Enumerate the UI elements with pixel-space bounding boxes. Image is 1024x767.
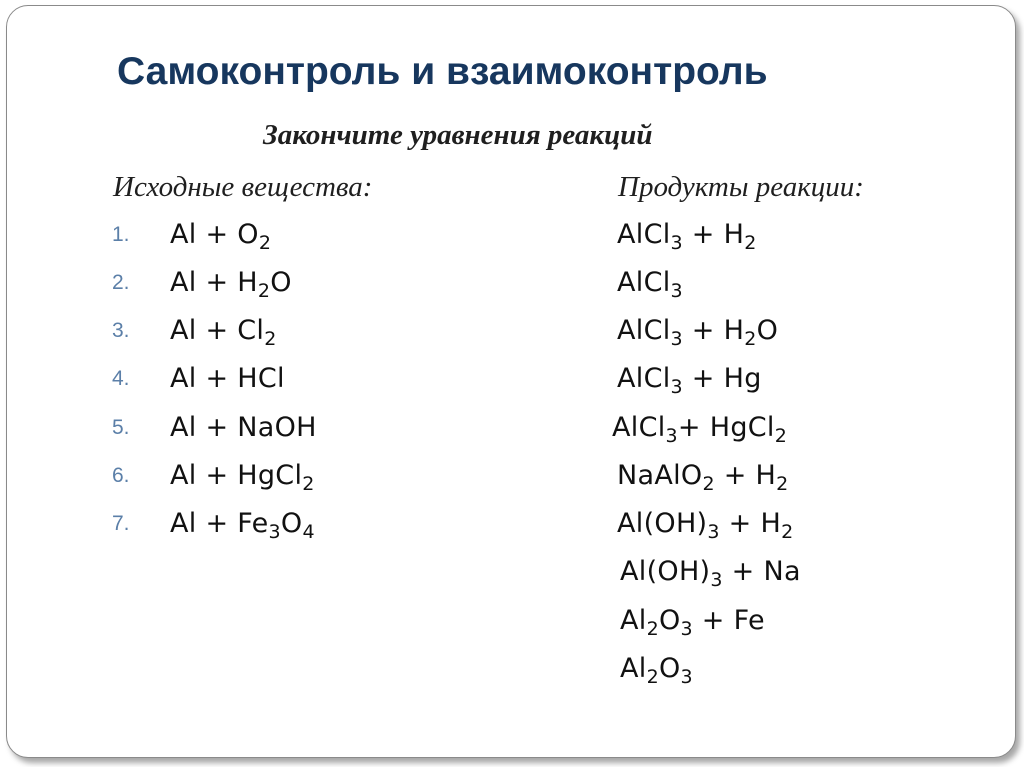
- subscript: 2: [646, 666, 659, 688]
- subscript: 3: [665, 425, 678, 447]
- product-formula: $Al(OH)_3 + H_2$: [617, 508, 794, 543]
- product-formula: AlCl$_3$ + Hg: [617, 363, 762, 398]
- product-formula: AlCl$_3$ + $H_2$: [617, 219, 757, 254]
- list-number: 7.: [112, 512, 130, 535]
- list-number: 3.: [112, 319, 130, 342]
- product-formula: AlCl$_3$ + $H_2O$: [617, 315, 779, 350]
- subscript: 2: [774, 425, 788, 447]
- subscript: 2: [258, 232, 272, 254]
- subscript: 2: [264, 328, 277, 350]
- list-number: 1.: [112, 223, 130, 246]
- reactant-formula: $Al + Cl_2$: [170, 315, 277, 350]
- subscript: 3: [680, 618, 693, 640]
- list-number: 5.: [112, 416, 130, 439]
- subscript: 2: [646, 618, 659, 640]
- subscript: 2: [302, 473, 315, 495]
- subscript: 2: [702, 473, 715, 495]
- reactant-formula: $Al + H_2O$: [170, 267, 292, 302]
- product-formula: $Al_2O_3$: [620, 653, 693, 688]
- subscript: 2: [781, 521, 794, 543]
- reactant-formula: $Al + O_2$: [170, 219, 272, 254]
- product-formula: NaAlO$_2$ + $H_2$: [617, 460, 789, 495]
- subscript: 4: [302, 521, 315, 543]
- list-number: 2.: [112, 271, 130, 294]
- product-formula: $Al(OH)_3 + Na$: [620, 556, 801, 591]
- products-header: Продукты реакции:: [618, 171, 864, 203]
- reactant-formula: Al + HCl: [170, 363, 285, 394]
- product-formula: AlCl$_3$+ HgCl$_2$: [612, 412, 788, 447]
- subscript: 2: [257, 280, 271, 302]
- subscript: 3: [670, 232, 683, 254]
- subscript: 3: [680, 666, 693, 688]
- product-formula: $Al_2O_3 + Fe$: [620, 605, 765, 640]
- subscript: 3: [707, 521, 720, 543]
- reactant-formula: Al + HgCl$_2$: [170, 460, 315, 495]
- reactant-formula: Al + NaOH: [170, 412, 317, 443]
- list-number: 4.: [112, 367, 130, 390]
- reactant-formula: $Al + Fe_3O_4$: [170, 508, 315, 543]
- subscript: 2: [744, 328, 757, 350]
- subscript: 3: [268, 521, 281, 543]
- slide-title: Самоконтроль и взаимоконтроль: [117, 50, 768, 93]
- subscript: 3: [670, 328, 683, 350]
- subscript: 2: [776, 473, 789, 495]
- task-subtitle: Закончите уравнения реакций: [263, 119, 653, 151]
- subscript: 3: [670, 280, 683, 302]
- product-formula: AlCl$_3$: [617, 267, 683, 302]
- subscript: 3: [710, 569, 723, 591]
- list-number: 6.: [112, 464, 130, 487]
- subscript: 3: [670, 376, 683, 398]
- reactants-header: Исходные вещества:: [113, 171, 373, 203]
- subscript: 2: [744, 232, 757, 254]
